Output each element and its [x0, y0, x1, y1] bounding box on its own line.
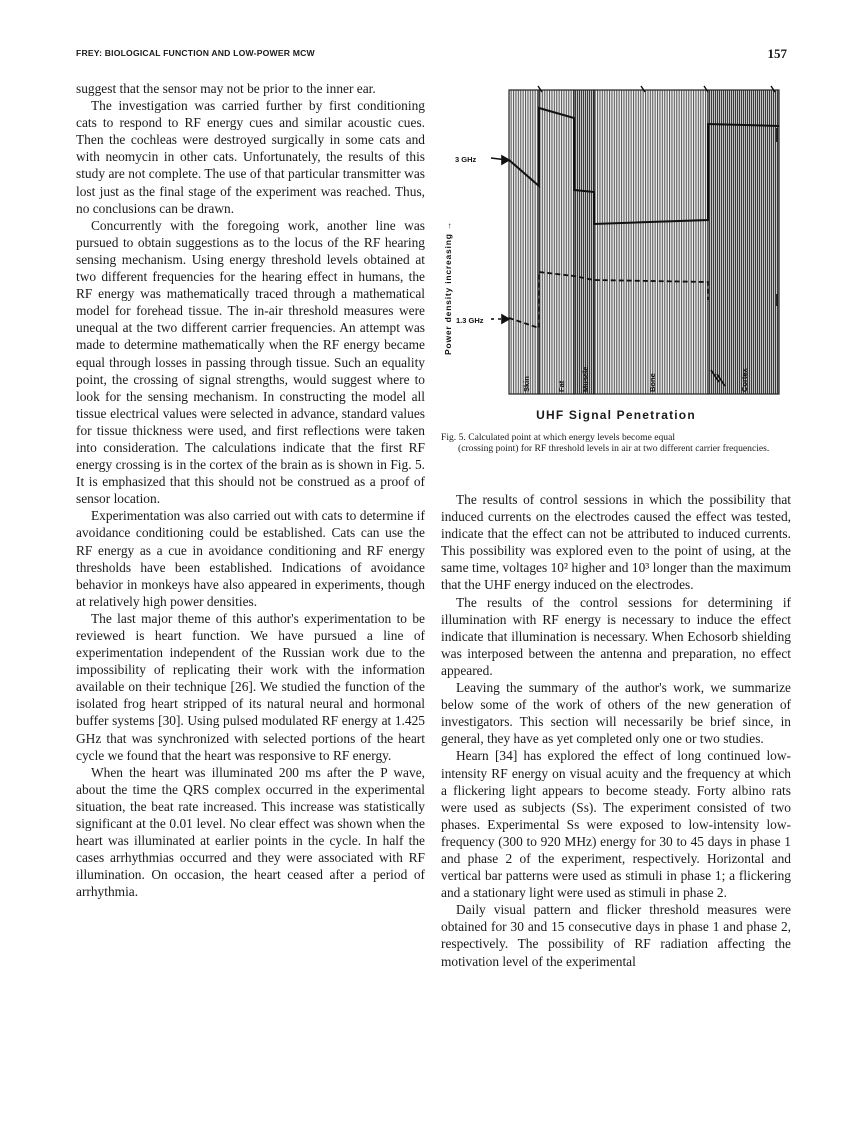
paragraph: Leaving the summary of the author's work, we summarize below some of the work of others of the new generation of investigators. This section will necessarily be brief since, in general, they have as yet completed only one or two studies.: [441, 680, 791, 747]
label-3ghz: 3 GHz: [455, 155, 477, 164]
paragraph: Daily visual pattern and flicker threshold measures were obtained for 30 and 15 consecutive days in phase 1 and phase 2, respectively. The possibility of RF radiation affecting the motivation level of the experimental: [441, 902, 791, 969]
paragraph: The investigation was carried further by first conditioning cats to respond to RF energy cues and similar acoustic cues. Then the cochleas were destroyed surgically in some cats and with neomycin in other cats. Unfortunately, the results of this study are not complete. The use of that particular transmitter was lost just as the final stage of the experiment was reached. Thus, no conclusions can be drawn.: [76, 98, 425, 216]
figure-caption: [441, 432, 791, 454]
layer-label-skin: Skin: [522, 376, 531, 392]
caption-line-1: Fig. 5. Calculated point at which energy levels become equal: [441, 432, 676, 443]
layer-fat: [539, 90, 574, 394]
paragraph: Concurrently with the foregoing work, another line was pursued to obtain suggestions as to the locus of the RF hearing sensing mechanism. Using energy threshold levels obtained at two different frequencies for the hearing effect in humans, the RF energy was mathematically traced through a mathematical model for forehead tissue. The in-air threshold measures were unequal at the two different carrier frequencies. An attempt was made to determine mathematically when the RF energy became equal through losses in passing through tissue. Such an equality point, the crossing of signal strengths, would suggest where to look for the sensing mechanism. In constructing the model all tissue electrical values were selected in advance, standard values for tissue thickness were used, and first reflections were taken into consideration. The calculations indicate that the first RF energy crossing is in the cortex of the brain as is shown in Fig. 5. It is emphasized that this should not be construed as a proof of sensor location.: [76, 217, 425, 507]
label-1-3ghz: 1.3 GHz: [456, 316, 484, 325]
caption-body: (crossing point) for RF threshold levels in air at two different carrier frequencies.: [458, 443, 770, 455]
layer-bone: [594, 90, 708, 394]
layer-cortex: [708, 90, 779, 394]
left-column: [76, 80, 425, 901]
running-head: FREY: BIOLOGICAL FUNCTION AND LOW-POWER MCW: [76, 48, 315, 58]
y-axis-label: Power density increasing →: [443, 220, 453, 355]
paragraph: The results of the control sessions for determining if illumination with RF energy is necessary to induce the effect indicate that illumination is necessary. When Echosorb shielding was interposed between the antenna and preparation, no effect appeared.: [441, 594, 791, 678]
paragraph: Hearn [34] has explored the effect of long continued low-intensity RF energy on visual acuity and the frequency at which a flickering light appears to become steady. Forty albino rats were used as subjects (Ss). The experiment consisted of two phases. Experimental Ss were exposed to low-intensity low-frequency (300 to 920 MHz) energy for 30 to 45 days in phase 1 and phase 2 of the experiment, respectively. Horizontal and vertical bar patterns were used as stimuli in phase 1; a flickering and a stationary light were used as stimuli in phase 2.: [441, 748, 791, 901]
right-column: [441, 491, 791, 970]
layer-label-cortex: Cortex: [740, 368, 749, 392]
page-number: 157: [767, 46, 787, 61]
frequency-arrows: [491, 156, 509, 323]
layer-label-fat: Fat: [557, 380, 566, 392]
paragraph: The results of control sessions in which the possibility that induced currents on the electrodes caused the effect was tested, indicate that the effect can not be attributed to induced currents. This possibility was explored even to the point of using, at the same time, voltages 10² higher and 10³ longer than the maximum that the UHF energy induced on the electrodes.: [441, 492, 791, 593]
layer-label-muscle: Muscle: [581, 366, 590, 392]
paragraph: Experimentation was also carried out with cats to determine if avoidance conditioning could be established. Cats can use the RF energy as a cue in avoidance conditioning and RF energy thresholds have been established. Indications of avoidance behavior in monkeys have also appeared in experiments, though at relatively high power densities.: [76, 508, 425, 609]
page-header: [76, 48, 787, 64]
figure-5: [441, 80, 791, 475]
paragraph: suggest that the sensor may not be prior to the inner ear.: [76, 81, 376, 96]
uhf-penetration-diagram: [441, 80, 791, 420]
paragraph: The last major theme of this author's experimentation to be reviewed is heart function. We have pursued a line of experimentation independent of the Russian work due to the impossibility of replicating their work with the information available on their technique [26]. We studied the function of the isolated frog heart stripped of its natural neural and hormonal buffer systems [30]. Using pulsed modulated RF energy at 1.425 GHz that was synchronized with selected portions of the heart cycle we found that the heart was responsive to RF energy.: [76, 610, 425, 763]
layer-skin: [509, 90, 539, 394]
layer-label-bone: Bone: [648, 373, 657, 392]
paragraph: When the heart was illuminated 200 ms after the P wave, about the time the QRS complex occurred in the experimental situation, the beat rate increased. This increase was statistically significant at the 0.01 level. No clear effect was shown when the heart was illuminated at earlier points in the cycle. In half the cases arrhythmias occurred and they were associated with RF illumination. On occasion, the heart ceased after a period of arrhythmia.: [76, 764, 425, 900]
figure-title: UHF Signal Penetration: [536, 408, 696, 422]
layer-muscle: [574, 90, 594, 394]
